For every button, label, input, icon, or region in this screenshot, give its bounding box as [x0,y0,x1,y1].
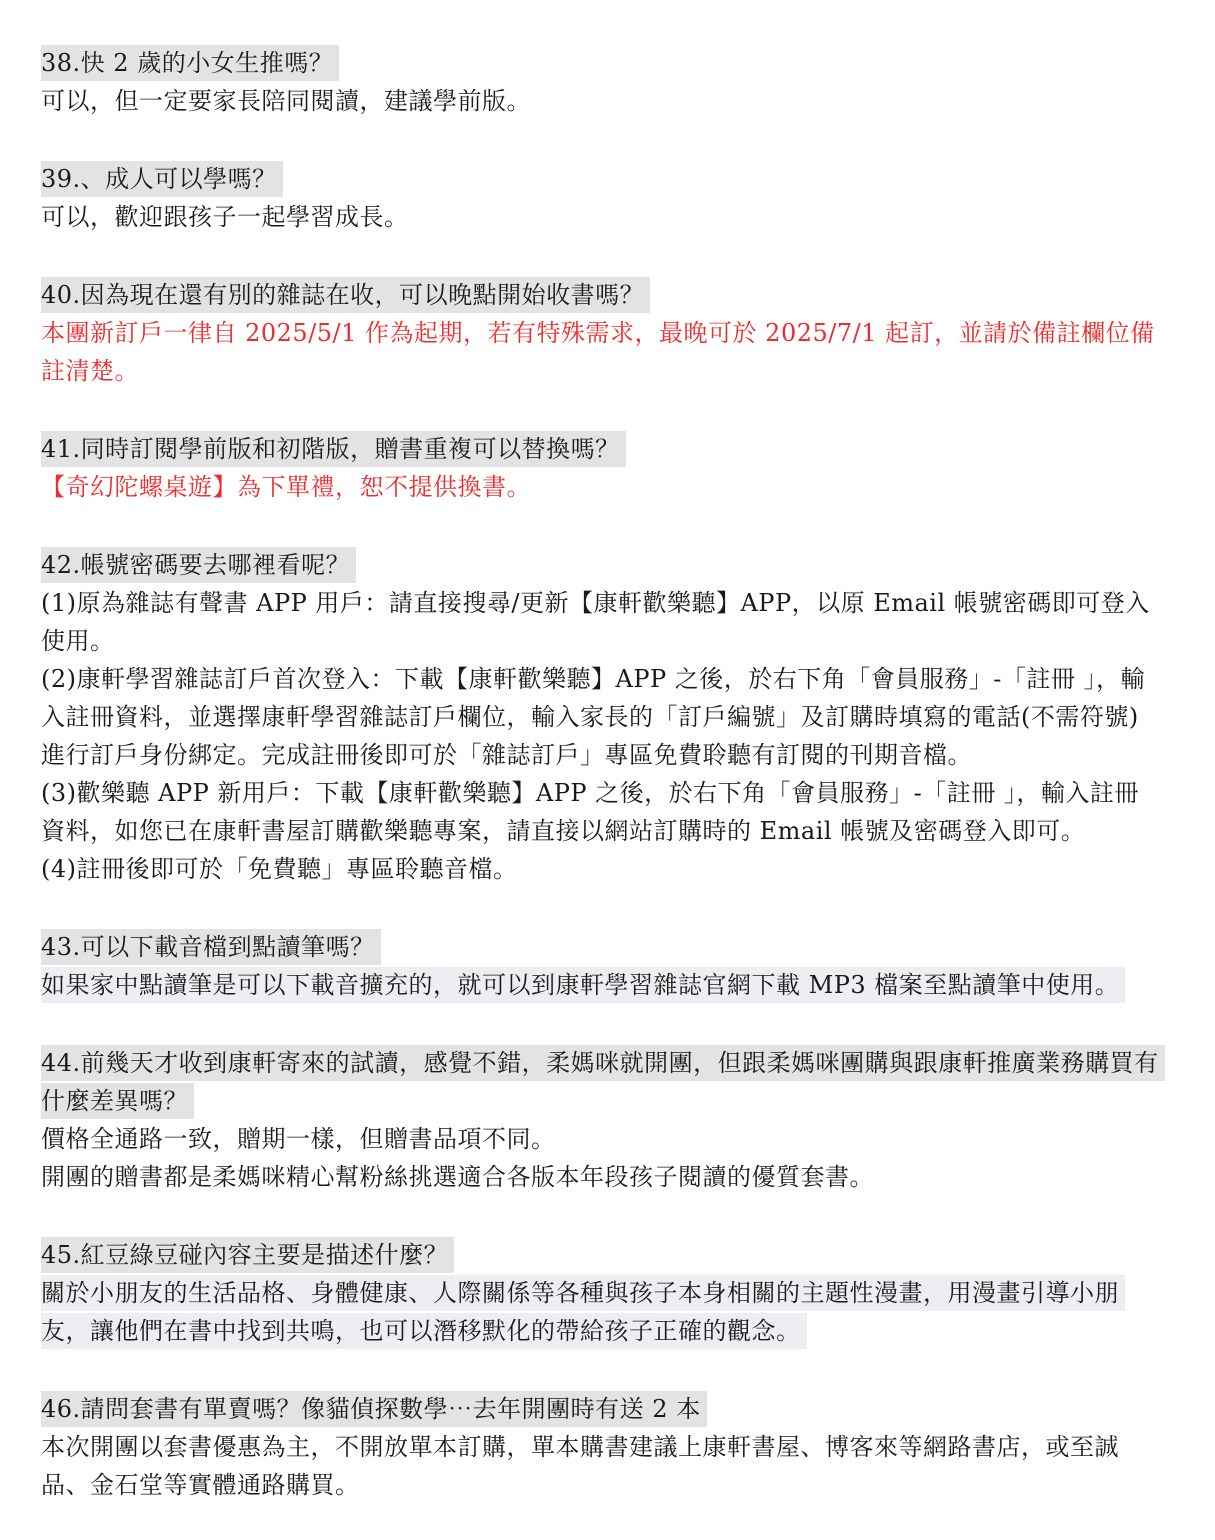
faq-item-42 [41,546,1159,888]
faq-question: 43.可以下載音檔到點讀筆嗎？ [41,929,381,965]
faq-answer: 如果家中點讀筆是可以下載音擴充的，就可以到康軒學習雜誌官網下載 MP3 檔案至點讀筆中使用。 [41,967,1125,1003]
faq-question: 44.前幾天才收到康軒寄來的試讀，感覺不錯，柔媽咪就開團，但跟柔媽咪團購與跟康軒推廣業務購買有什麼差異嗎？ [41,1045,1165,1119]
faq-item-40 [41,276,1159,390]
faq-answer: 開團的贈書都是柔媽咪精心幫粉絲挑選適合各版本年段孩子閱讀的優質套書。 [41,1163,874,1191]
faq-answer-step-4: (4)註冊後即可於「免費聽」專區聆聽音檔。 [41,855,518,883]
faq-question: 39.、成人可以學嗎？ [41,161,283,197]
faq-question: 46.請問套書有單賣嗎？像貓偵探數學⋯去年開團時有送 2 本 [41,1391,707,1427]
faq-item-43 [41,928,1159,1004]
faq-answer-step-2: (2)康軒學習雜誌訂戶首次登入：下載【康軒歡樂聽】APP 之後，於右下角「會員服務」-「註冊 」，輸入註冊資料，並選擇康軒學習雜誌訂戶欄位，輸入家長的「訂戶編號」及訂購時填寫的電話(不需符號)進行訂戶身份綁定。完成註冊後即可於「雜誌訂戶」專區免費聆聽有訂閱的刊期音檔。 [41,665,1145,769]
faq-question: 45.紅豆綠豆碰內容主要是描述什麼？ [41,1237,454,1273]
faq-question: 42.帳號密碼要去哪裡看呢？ [41,547,356,583]
faq-question: 38.快 2 歲的小女生推嗎？ [41,45,339,81]
faq-item-38 [41,44,1159,120]
faq-answer: 價格全通路一致，贈期一樣，但贈書品項不同。 [41,1125,556,1153]
faq-answer: 可以，但一定要家長陪同閱讀，建議學前版。 [41,87,531,115]
faq-answer-step-1: (1)原為雜誌有聲書 APP 用戶：請直接搜尋/更新【康軒歡樂聽】APP，以原 Email 帳號密碼即可登入使用。 [41,589,1150,655]
faq-item-44 [41,1044,1159,1196]
faq-answer: 關於小朋友的生活品格、身體健康、人際關係等各種與孩子本身相關的主題性漫畫，用漫畫引導小朋友，讓他們在書中找到共鳴，也可以潛移默化的帶給孩子正確的觀念。 [41,1275,1125,1349]
faq-answer: 本次開團以套書優惠為主，不開放單本訂購，單本購書建議上康軒書屋、博客來等網路書店，或至誠品、金石堂等實體通路購買。 [41,1433,1119,1499]
faq-answer-step-3: (3)歡樂聽 APP 新用戶：下載【康軒歡樂聽】APP 之後，於右下角「會員服務」-「註冊 」，輸入註冊資料，如您已在康軒書屋訂購歡樂聽專案，請直接以網站訂購時的 Email 帳號及密碼登入即可。 [41,779,1139,845]
faq-question: 41.同時訂閱學前版和初階版，贈書重複可以替換嗎？ [41,431,626,467]
faq-question: 40.因為現在還有別的雜誌在收，可以晚點開始收書嗎？ [41,277,650,313]
faq-item-39 [41,160,1159,236]
faq-item-46 [41,1390,1159,1504]
faq-item-41 [41,430,1159,506]
faq-answer-highlighted: 本團新訂戶一律自 2025/5/1 作為起期，若有特殊需求，最晚可於 2025/7/1 起訂，並請於備註欄位備註清楚。 [41,319,1155,385]
faq-answer: 可以，歡迎跟孩子一起學習成長。 [41,203,409,231]
faq-item-45 [41,1236,1159,1350]
faq-answer-highlighted: 【奇幻陀螺桌遊】為下單禮，恕不提供換書。 [41,473,531,501]
